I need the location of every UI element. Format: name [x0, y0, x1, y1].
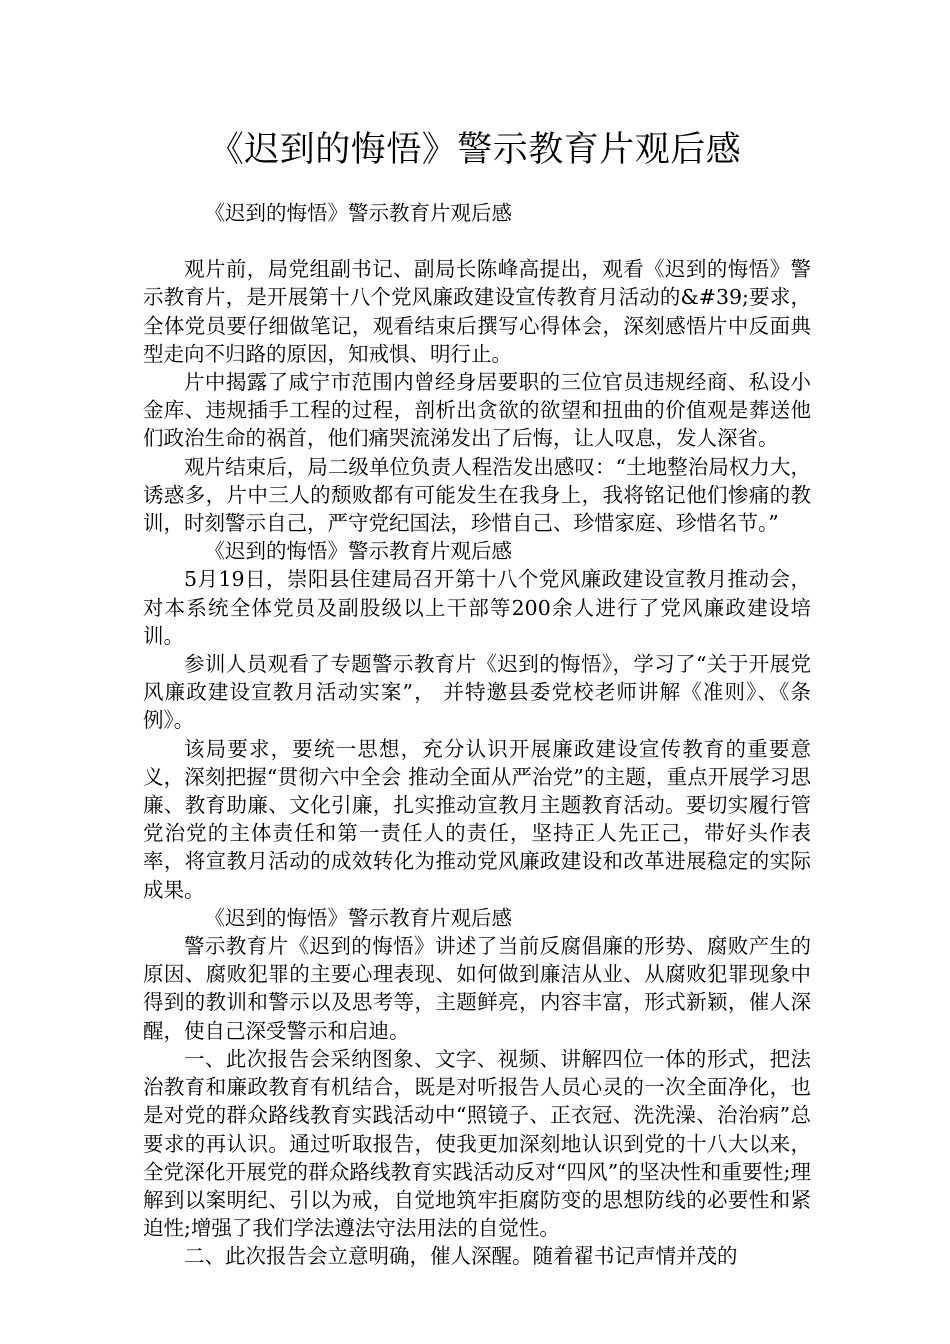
section-subheading: 《迟到的悔悟》警示教育片观后感 [204, 201, 512, 225]
section-subheading: 《迟到的悔悟》警示教育片观后感 [204, 539, 512, 564]
section-subheading: 《迟到的悔悟》警示教育片观后感 [204, 905, 512, 930]
paragraph: 该局要求，要统一思想，充分认识开展廉政建设宣传教育的重要意义，深刻把握“贯彻六中全会 推动全面从严治党”的主题，重点开展学习思廉、教育助廉、文化引廉，扎实推动宣教月主题教育活动。要切实履行管党治党的主体责任和第一责任人的责任，坚持正人先正己，带好头作表率，将宣教月活动的成效转化为推动党风廉政建设和改革进展稳定的实际成果。 [143, 736, 811, 902]
paragraph: 观片前，局党组副书记、副局长陈峰高提出，观看《迟到的悔悟》警示教育片，是开展第十八个党风廉政建设宣传教育月活动的&#39;要求，全体党员要仔细做笔记，观看结束后撰写心得体会，深刻感悟片中反面典型走向不归路的原因，知戒惧、明行止。 [143, 257, 811, 366]
paragraph: 5月19日，崇阳县住建局召开第十八个党风廉政建设宣教月推动会，对本系统全体党员及副股级以上干部等200余人进行了党风廉政建设培训。 [143, 567, 811, 648]
paragraph: 观片结束后，局二级单位负责人程浩发出感叹：“土地整治局权力大，诱惑多，片中三人的颓败都有可能发生在我身上，我将铭记他们惨痛的教训，时刻警示自己，严守党纪国法，珍惜自己、珍惜家庭、珍惜名节。” [143, 454, 811, 536]
paragraph: 二、此次报告会立意明确，催人深醒。随着翟书记声情并茂的 [184, 1244, 738, 1269]
document-body [143, 199, 811, 1271]
paragraph: 一、此次报告会采纳图象、文字、视频、讲解四位一体的形式，把法治教育和廉政教育有机结合，既是对听报告人员心灵的一次全面净化，也是对党的群众路线教育实践活动中“照镜子、正衣冠、洗洗澡、治治病”总要求的再认识。通过听取报告，使我更加深刻地认识到党的十八大以来，全党深化开展党的群众路线教育实践活动反对“四风”的坚决性和重要性;理解到以案明纪、引以为戒，自觉地筑牢拒腐防变的思想防线的必要性和紧迫性;增强了我们学法遵法守法用法的自觉性。 [143, 1046, 811, 1241]
paragraph: 参训人员观看了专题警示教育片《迟到的悔悟》，学习了“关于开展党风廉政建设宣教月活动实案”， 并特邀县委党校老师讲解《准则》、《条例》。 [143, 652, 811, 733]
paragraph: 警示教育片《迟到的悔悟》讲述了当前反腐倡廉的形势、腐败产生的原因、腐败犯罪的主要心理表现、如何做到廉洁从业、从腐败犯罪现象中得到的教训和警示以及思考等，主题鲜亮，内容丰富，形式新颖，催人深醒，使自己深受警示和启迪。 [143, 934, 811, 1043]
paragraph: 片中揭露了咸宁市范围内曾经身居要职的三位官员违规经商、私设小金库、违规插手工程的过程，剖析出贪欲的欲望和扭曲的价值观是葬送他们政治生命的祸首，他们痛哭流涕发出了后悔，让人叹息，发人深省。 [143, 370, 811, 451]
blank-line [143, 227, 811, 255]
document-title: 《迟到的悔悟》警示教育片观后感 [208, 130, 742, 170]
